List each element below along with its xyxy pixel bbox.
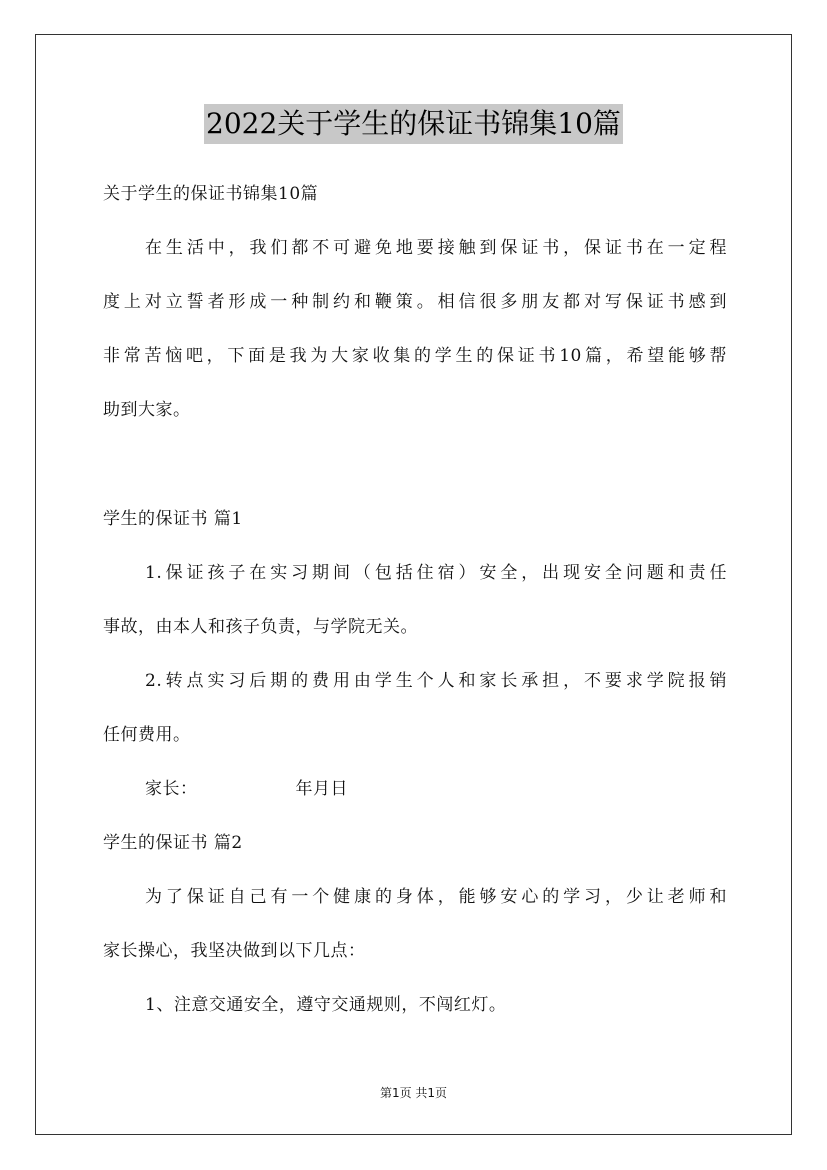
section2-para-line-1: 为了保证自己有一个健康的身体，能够安心的学习，少让老师和 (145, 887, 727, 907)
section2-item1: 1、注意交通安全，遵守交通规则，不闯红灯。 (145, 995, 507, 1015)
intro-line-2: 度上对立誓者形成一种制约和鞭策。相信很多朋友都对写保证书感到 (103, 292, 727, 312)
section1-item2-line-1: 2.转点实习后期的费用由学生个人和家长承担，不要求学院报销 (145, 671, 727, 691)
section1-item1-line-1: 1.保证孩子在实习期间（包括住宿）安全，出现安全问题和责任 (145, 563, 727, 583)
page-footer: 第1页 共1页 (379, 1086, 448, 1100)
intro-line-4: 助到大家。 (103, 400, 191, 420)
document-subtitle: 关于学生的保证书锦集10篇 (103, 184, 319, 204)
intro-line-3: 非常苦恼吧，下面是我为大家收集的学生的保证书10篇，希望能够帮 (103, 346, 727, 366)
date-label: 年月日 (295, 779, 348, 799)
intro-line-1: 在生活中，我们都不可避免地要接触到保证书，保证书在一定程 (145, 238, 727, 258)
parent-sign-label: 家长： (145, 779, 198, 799)
section1-item1-line-2: 事故，由本人和孩子负责，与学院无关。 (103, 617, 418, 637)
document-title: 2022关于学生的保证书锦集10篇 (204, 104, 623, 144)
section1-heading: 学生的保证书 篇1 (103, 509, 243, 529)
section2-heading: 学生的保证书 篇2 (103, 833, 243, 853)
section2-para-line-2: 家长操心，我坚决做到以下几点： (103, 941, 366, 961)
document-title-wrap (0, 104, 827, 144)
section1-signature-line (145, 779, 769, 799)
section1-item2-line-2: 任何费用。 (103, 725, 191, 745)
